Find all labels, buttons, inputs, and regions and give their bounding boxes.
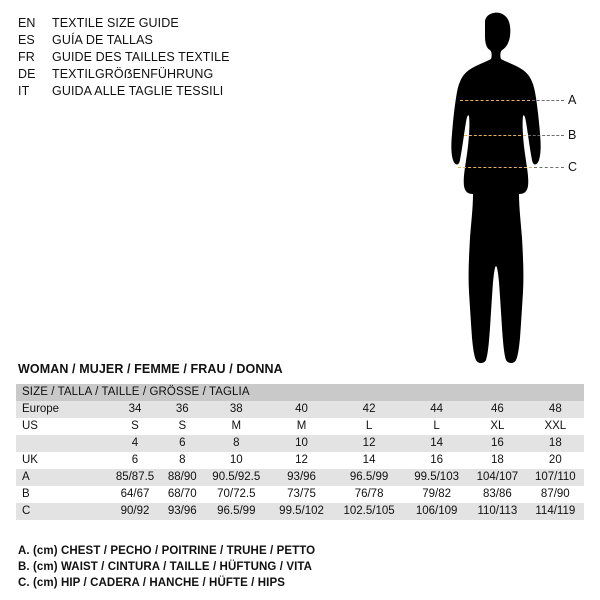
cell: 90/92 [108, 503, 162, 520]
cell: 83/86 [468, 486, 527, 503]
language-row [18, 33, 318, 50]
measurement-legend [18, 543, 578, 591]
row-label: B [16, 486, 108, 503]
cell: 106/109 [405, 503, 468, 520]
cell: 102.5/105 [333, 503, 405, 520]
table-row [16, 435, 584, 452]
row-label: Europe [16, 401, 108, 418]
cell: L [333, 418, 405, 435]
table-row [16, 503, 584, 520]
cell: 18 [527, 435, 584, 452]
cell: 8 [162, 452, 203, 469]
cell: 34 [108, 401, 162, 418]
language-code: EN [18, 16, 36, 30]
cell: 38 [203, 401, 271, 418]
row-label: US [16, 418, 108, 435]
cell: S [162, 418, 203, 435]
language-title: TEXTILE SIZE GUIDE [52, 16, 179, 30]
cell: 110/113 [468, 503, 527, 520]
language-row [18, 50, 318, 67]
language-row [18, 67, 318, 84]
cell: L [405, 418, 468, 435]
cell: 36 [162, 401, 203, 418]
table-row [16, 486, 584, 503]
language-title: GUIDE DES TAILLES TEXTILE [52, 50, 230, 64]
cell: 114/119 [527, 503, 584, 520]
cell: 99.5/103 [405, 469, 468, 486]
cell: XL [468, 418, 527, 435]
measure-line-waist-extension [528, 135, 564, 136]
language-headings [18, 16, 318, 101]
cell: 14 [333, 452, 405, 469]
measure-line-hip [458, 167, 532, 168]
measure-label-b: B [568, 128, 577, 142]
size-chart-table [16, 384, 584, 520]
row-label: A [16, 469, 108, 486]
language-row [18, 84, 318, 101]
legend-item-c: C. (cm) HIP / CADERA / HANCHE / HÜFTE / HIPS [18, 577, 286, 589]
table-header-row [16, 384, 584, 401]
row-label: C [16, 503, 108, 520]
cell: 88/90 [162, 469, 203, 486]
cell: 79/82 [405, 486, 468, 503]
cell: 6 [108, 452, 162, 469]
cell: M [270, 418, 333, 435]
cell: 64/67 [108, 486, 162, 503]
language-code: DE [18, 67, 36, 81]
cell: 16 [405, 452, 468, 469]
cell: 90.5/92.5 [203, 469, 271, 486]
legend-item-a: A. (cm) CHEST / PECHO / POITRINE / TRUHE / PETTO [18, 545, 316, 557]
cell: 20 [527, 452, 584, 469]
cell: 12 [333, 435, 405, 452]
measure-label-a: A [568, 93, 577, 107]
cell: 96.5/99 [333, 469, 405, 486]
cell: 42 [333, 401, 405, 418]
cell: 46 [468, 401, 527, 418]
measure-line-waist [464, 135, 526, 136]
table-row [16, 418, 584, 435]
cell: 10 [203, 452, 271, 469]
cell: 87/90 [527, 486, 584, 503]
measure-line-chest [460, 100, 530, 101]
cell: 10 [270, 435, 333, 452]
measure-line-hip-extension [534, 167, 564, 168]
cell: 85/87.5 [108, 469, 162, 486]
language-code: ES [18, 33, 35, 47]
silhouette-icon [420, 8, 590, 370]
cell: 99.5/102 [270, 503, 333, 520]
cell: 40 [270, 401, 333, 418]
cell: 70/72.5 [203, 486, 271, 503]
language-title: TEXTILGRÖẞENFÜHRUNG [52, 67, 214, 81]
cell: 18 [468, 452, 527, 469]
cell: 93/96 [162, 503, 203, 520]
row-label: UK [16, 452, 108, 469]
cell: 16 [468, 435, 527, 452]
cell: S [108, 418, 162, 435]
measure-line-chest-extension [532, 100, 564, 101]
cell: 76/78 [333, 486, 405, 503]
female-silhouette-figure [420, 8, 590, 370]
cell: 6 [162, 435, 203, 452]
cell: 73/75 [270, 486, 333, 503]
cell: 68/70 [162, 486, 203, 503]
language-code: IT [18, 84, 30, 98]
measure-label-c: C [568, 160, 578, 174]
table-header-label: SIZE / TALLA / TAILLE / GRÖSSE / TAGLIA [16, 384, 584, 401]
language-code: FR [18, 50, 35, 64]
cell: 4 [108, 435, 162, 452]
language-title: GUÍA DE TALLAS [52, 33, 153, 47]
cell: M [203, 418, 271, 435]
language-row [18, 16, 318, 33]
cell: 48 [527, 401, 584, 418]
table-row [16, 452, 584, 469]
row-label [16, 435, 108, 452]
cell: 14 [405, 435, 468, 452]
section-heading: WOMAN / MUJER / FEMME / FRAU / DONNA [18, 362, 283, 376]
cell: 8 [203, 435, 271, 452]
cell: 107/110 [527, 469, 584, 486]
cell: 96.5/99 [203, 503, 271, 520]
language-title: GUIDA ALLE TAGLIE TESSILI [52, 84, 224, 98]
cell: 93/96 [270, 469, 333, 486]
cell: 12 [270, 452, 333, 469]
table-row [16, 401, 584, 418]
cell: XXL [527, 418, 584, 435]
cell: 44 [405, 401, 468, 418]
cell: 104/107 [468, 469, 527, 486]
table-row [16, 469, 584, 486]
legend-item-b: B. (cm) WAIST / CINTURA / TAILLE / HÜFTUNG / VITA [18, 561, 313, 573]
